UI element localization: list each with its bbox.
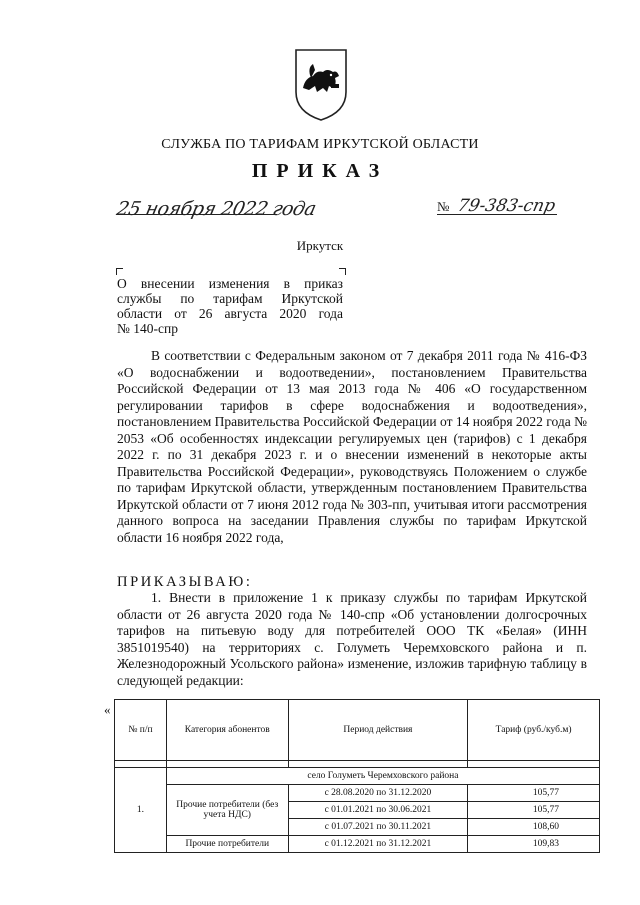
row-tariff: 105,77: [468, 785, 600, 802]
irkutsk-coat-of-arms-icon: [293, 48, 349, 122]
subject-corner-left: [116, 268, 123, 275]
section-title: село Голуметь Черемховского района: [166, 768, 599, 785]
row-period: с 28.08.2020 по 31.12.2020: [288, 785, 468, 802]
row-period: с 01.12.2021 по 31.12.2021: [288, 836, 468, 853]
issue-city: Иркутск: [296, 238, 344, 253]
header-category: Категория абонентов: [166, 700, 288, 761]
table-header-row: [115, 700, 600, 761]
table-gap-row: [115, 761, 600, 768]
preamble-section: [117, 348, 587, 546]
row-tariff: 108,60: [468, 819, 600, 836]
row-category: Прочие потребители (без учета НДС): [166, 785, 288, 836]
header-tariff: Тариф (руб./куб.м): [468, 700, 600, 761]
row-tariff: 109,83: [468, 836, 600, 853]
header-num: № п/п: [115, 700, 167, 761]
document-type: ПРИКАЗ: [251, 160, 389, 182]
table-section-row: [115, 768, 600, 785]
table-row: [115, 785, 600, 802]
open-quote-mark: «: [104, 702, 111, 717]
row-period: с 01.01.2021 по 30.06.2021: [288, 802, 468, 819]
number-underline: [437, 214, 557, 215]
tariff-table: [114, 699, 600, 853]
preamble-text: В соответствии с Федеральным законом от 7 декабря 2011 года № 416-ФЗ «О водоснабжении и водоотведении», постановлением Правительства Российской Федерации от 13 мая 2013 года № 406 «О государственном регулировании тарифов в сфере водоснабжения и водоотведения», постановлением Правительства Российской Федерации от 14 ноября 2022 года № 2053 «Об особенностях индексации регулируемых цен (тарифов) с 1 декабря 2022 г. по 31 декабря 2023 г. и о внесении изменений в некоторые акты Правительства Российской Федерации», руководствуясь Положением о службе по тарифам Иркутской области, утвержденным постановлением Правительства Иркутской области от 7 июня 2012 года № 303-пп, учитывая итоги рассмотрения данного вопроса на заседании Правления службы по тарифам Иркутской области 16 ноября 2022 года,: [117, 348, 587, 545]
order-date-handwritten: 25 ноября 2022 года: [114, 198, 318, 220]
subject-line: области от 26 августа 2020 года: [117, 306, 343, 321]
order-subject: [117, 276, 343, 336]
order-item-1: [117, 590, 587, 689]
subject-corner-right: [339, 268, 346, 275]
agency-name: СЛУЖБА ПО ТАРИФАМ ИРКУТСКОЙ ОБЛАСТИ: [161, 137, 479, 152]
date-underline: [117, 214, 277, 215]
row-tariff: 105,77: [468, 802, 600, 819]
order-number-handwritten: 79-383-спр: [455, 196, 558, 216]
subject-line: № 140-спр: [117, 321, 178, 336]
item-1-text: 1. Внести в приложение 1 к приказу службы по тарифам Иркутской области от 26 августа 2020 года № 140-спр «Об установлении долгосрочных тарифов на питьевую воду для потребителей ООО ТК «Белая» (ИНН 3851019540) на территориях с. Голуметь Черемховского района и п. Железнодорожный Усольского района» изменение, изложив тарифную таблицу в следующей редакции:: [117, 590, 587, 688]
subject-line: службы по тарифам Иркутской: [117, 291, 343, 306]
header-period: Период действия: [288, 700, 468, 761]
order-number-sign: №: [437, 199, 450, 214]
subject-line: О внесении изменения в приказ: [117, 276, 343, 291]
table-row: [115, 836, 600, 853]
order-word: ПРИКАЗЫВАЮ:: [117, 574, 253, 590]
group-number: 1.: [115, 768, 167, 853]
row-period: с 01.07.2021 по 30.11.2021: [288, 819, 468, 836]
row-category: Прочие потребители: [166, 836, 288, 853]
